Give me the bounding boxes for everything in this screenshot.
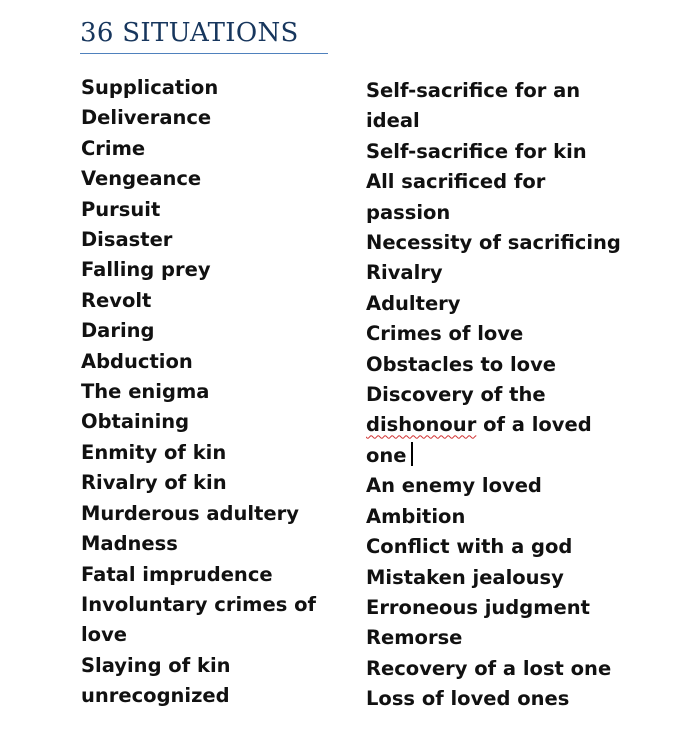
situation-item: Mistaken jealousy [366,565,564,589]
situation-item: Remorse [366,626,463,650]
situation-item: Adultery [366,291,461,315]
situations-left-column [81,73,351,712]
situation-item: Slaying of kin [81,653,231,677]
situation-item: An enemy loved [366,474,542,498]
situation-item: Conflict with a god [366,535,573,559]
situation-item: Self-sacrifice for kin [366,139,587,163]
situation-item: Rivalry [366,261,443,285]
situation-item: passion [366,200,451,224]
situation-item: The enigma [81,380,210,404]
situation-item: love [81,623,128,647]
situation-item: Involuntary crimes of [81,592,316,616]
situation-item: Self-sacrifice for an [366,79,581,102]
situation-item: Revolt [81,288,152,312]
situation-item: Enmity of kin [81,440,227,464]
situation-item: Deliverance [81,106,212,130]
situation-item: Ambition [366,504,466,528]
situation-item: Discovery of the [366,383,546,407]
situation-item: Fatal imprudence [81,562,273,586]
situation-item: Crimes of love [366,322,524,346]
situation-item: ideal [366,109,420,133]
situation-item-with-spellcheck[interactable] [366,410,686,440]
situation-item: Rivalry of kin [81,471,227,495]
situation-item-text: one [366,443,407,467]
document-title: 36 SITUATIONS [80,18,299,48]
situation-item-suffix: of a loved [476,413,592,437]
situation-item: Vengeance [81,167,202,191]
situation-item: Disaster [81,228,173,252]
situation-item: Crime [81,136,146,160]
situation-item: Madness [81,532,178,556]
situation-item: Daring [81,319,155,343]
situation-item: Erroneous judgment [366,595,590,619]
situation-item: Loss of loved ones [366,687,570,711]
situation-item: Recovery of a lost one [366,656,612,680]
situation-item: All sacrificed for [366,170,546,194]
situation-item: Obtaining [81,410,190,434]
situation-item: Falling prey [81,258,211,282]
misspelled-word[interactable]: dishonour [366,413,477,437]
title-underline [80,53,328,54]
situation-item-with-caret[interactable] [366,441,686,471]
situation-item: Obstacles to love [366,352,557,376]
situations-right-column [366,76,686,715]
text-cursor [411,442,413,466]
situation-item: Abduction [81,349,193,373]
situation-item: unrecognized [81,684,230,708]
situation-item: Supplication [81,76,219,99]
situation-item: Pursuit [81,197,161,221]
situation-item: Necessity of sacrificing [366,231,621,255]
situation-item: Murderous adultery [81,501,299,525]
